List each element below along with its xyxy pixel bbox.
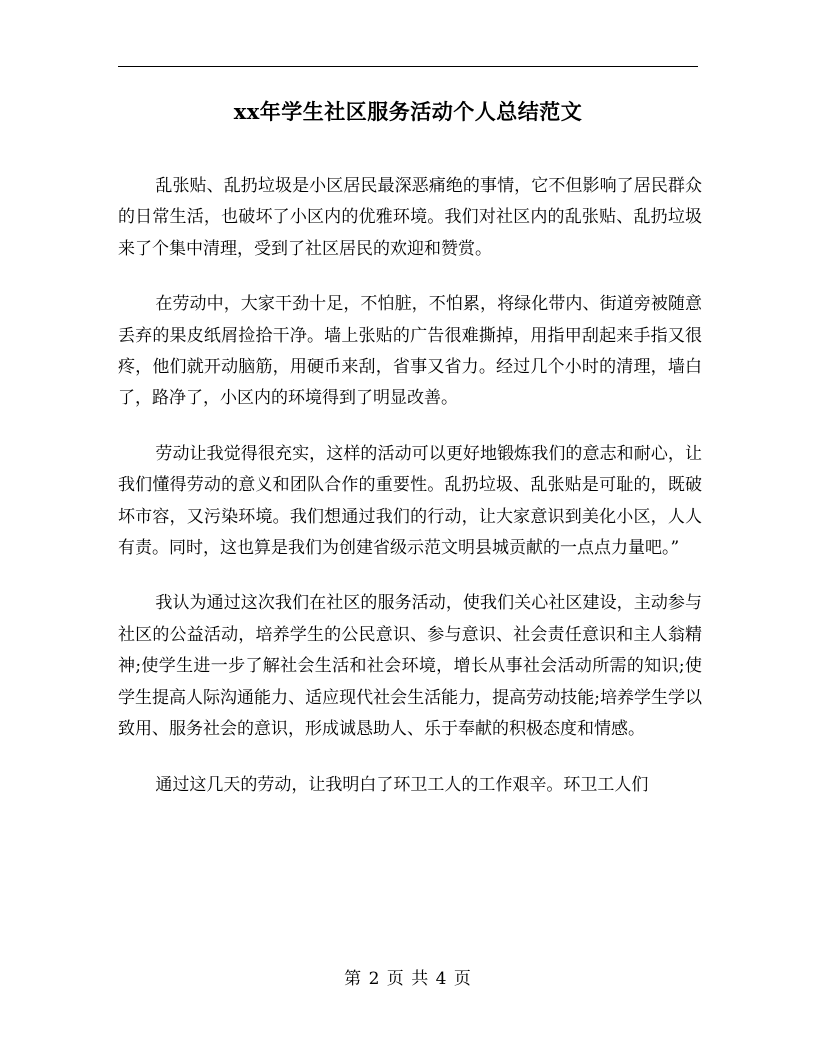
paragraph: 在劳动中，大家干劲十足，不怕脏，不怕累，将绿化带内、街道旁被随意丢弃的果皮纸屑捡拾干净。墙上张贴的广告很难撕掉，用指甲刮起来手指又很疼，他们就开动脑筋，用硬币来刮，省事又省力。经过几个小时的清理，墙白了，路净了，小区内的环境得到了明显改善。 <box>118 294 702 409</box>
paragraph: 我认为通过这次我们在社区的服务活动，使我们关心社区建设，主动参与社区的公益活动，培养学生的公民意识、参与意识、社会责任意识和主人翁精神;使学生进一步了解社会生活和社会环境，增长从事社会活动所需的知识;使学生提高人际沟通能力、适应现代社会生活能力，提高劳动技能;培养学生学以致用、服务社会的意识，形成诚恳助人、乐于奉献的积极态度和情感。 <box>118 593 702 740</box>
paragraph: 乱张贴、乱扔垃圾是小区居民最深恶痛绝的事情，它不但影响了居民群众的日常生活，也破坏了小区内的优雅环境。我们对社区内的乱张贴、乱扔垃圾来了个集中清理，受到了社区居民的欢迎和赞赏。 <box>118 176 702 259</box>
paragraph: 通过这几天的劳动，让我明白了环卫工人的工作艰辛。环卫工人们 <box>155 774 649 795</box>
page-number-footer: 第 2 页 共 4 页 <box>344 969 472 989</box>
header-rule <box>118 66 698 67</box>
document-body <box>118 171 702 825</box>
document-title: xx年学生社区服务活动个人总结范文 <box>233 99 583 124</box>
paragraph: 劳动让我觉得很充实，这样的活动可以更好地锻炼我们的意志和耐心，让我们懂得劳动的意义和团队合作的重要性。乱扔垃圾、乱张贴是可耻的，既破坏市容，又污染环境。我们想通过我们的行动，让大家意识到美化小区，人人有责。同时，这也算是我们为创建省级示范文明县城贡献的一点点力量吧。” <box>118 443 702 559</box>
